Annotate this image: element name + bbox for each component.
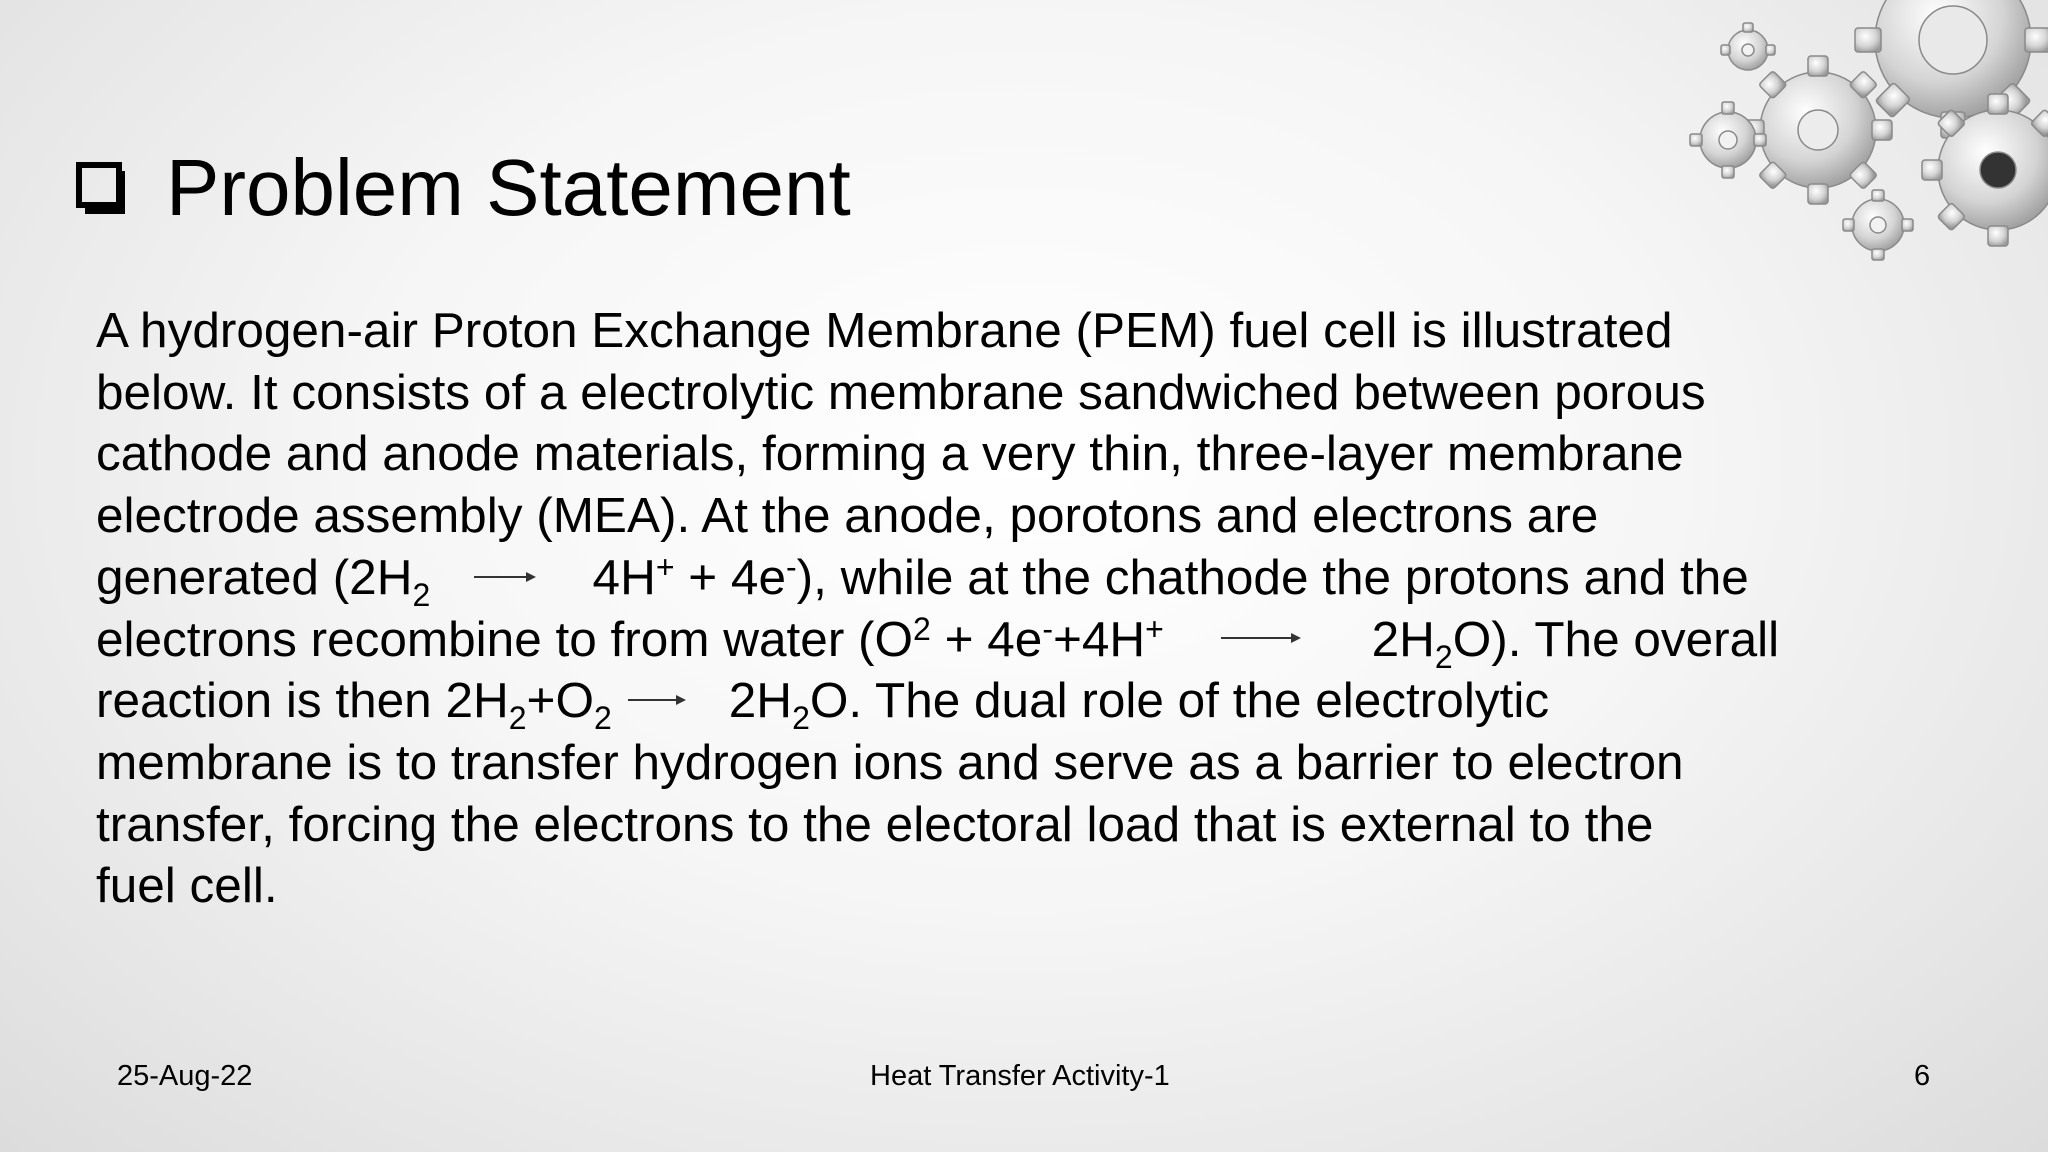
page-number: 6 [1914, 1060, 1931, 1092]
text-segment: +O [526, 673, 594, 729]
text-segment: ), while at the chathode the protons and the [796, 549, 1749, 605]
body-line-6 [96, 609, 1816, 675]
text-segment: 4H [592, 549, 656, 605]
body-line-9: transfer, forcing the electrons to the electoral load that is external to the [96, 796, 1654, 852]
text-segment: O). The overall [1452, 611, 1780, 667]
text-segment: electrons recombine to from water (O [96, 611, 914, 667]
superscript: 2 [913, 610, 931, 647]
text-segment: generated (2H [96, 549, 413, 605]
footer-title: Heat Transfer Activity-1 [870, 1060, 1170, 1092]
subscript: 2 [1434, 638, 1453, 675]
text-segment: +4H [1052, 611, 1146, 667]
reaction-arrow-icon [1219, 631, 1303, 645]
title-row [76, 138, 851, 238]
text-segment: 2H [1371, 611, 1435, 667]
footer-date: 25-Aug-22 [117, 1060, 253, 1092]
superscript: - [786, 548, 797, 585]
superscript: + [1145, 610, 1164, 647]
body-line-10: fuel cell. [96, 858, 278, 914]
body-line-3: cathode and anode materials, forming a very thin, three-layer membrane [96, 426, 1684, 482]
reaction-arrow-icon [472, 570, 538, 584]
body-line-2: below. It consists of a electrolytic membrane sandwiched between porous [96, 364, 1706, 420]
text-segment: + 4e [674, 549, 786, 605]
body-line-8: membrane is to transfer hydrogen ions and serve as a barrier to electron [96, 734, 1684, 790]
text-segment: + 4e [930, 611, 1043, 667]
body-line-1: A hydrogen-air Proton Exchange Membrane (PEM) fuel cell is illustrated [96, 303, 1673, 358]
checkbox-bullet-icon [76, 162, 128, 214]
page-title: Problem Statement [166, 143, 851, 232]
subscript: 2 [412, 576, 431, 613]
subscript: 2 [508, 700, 527, 737]
reaction-arrow-icon [626, 693, 688, 707]
subscript: 2 [593, 700, 612, 737]
body-paragraph [96, 300, 1816, 917]
gears-decoration-icon [1668, 0, 2048, 300]
subscript: 2 [792, 700, 810, 737]
text-segment: O. The dual role of the electrolytic [809, 673, 1550, 729]
superscript: - [1042, 610, 1053, 647]
body-line-4: electrode assembly (MEA). At the anode, porotons and electrons are [96, 488, 1599, 544]
superscript: + [655, 548, 675, 585]
text-segment: reaction is then 2H [96, 673, 509, 729]
body-line-7 [96, 670, 1816, 737]
text-segment: 2H [728, 673, 793, 729]
body-line-5 [96, 547, 1816, 613]
